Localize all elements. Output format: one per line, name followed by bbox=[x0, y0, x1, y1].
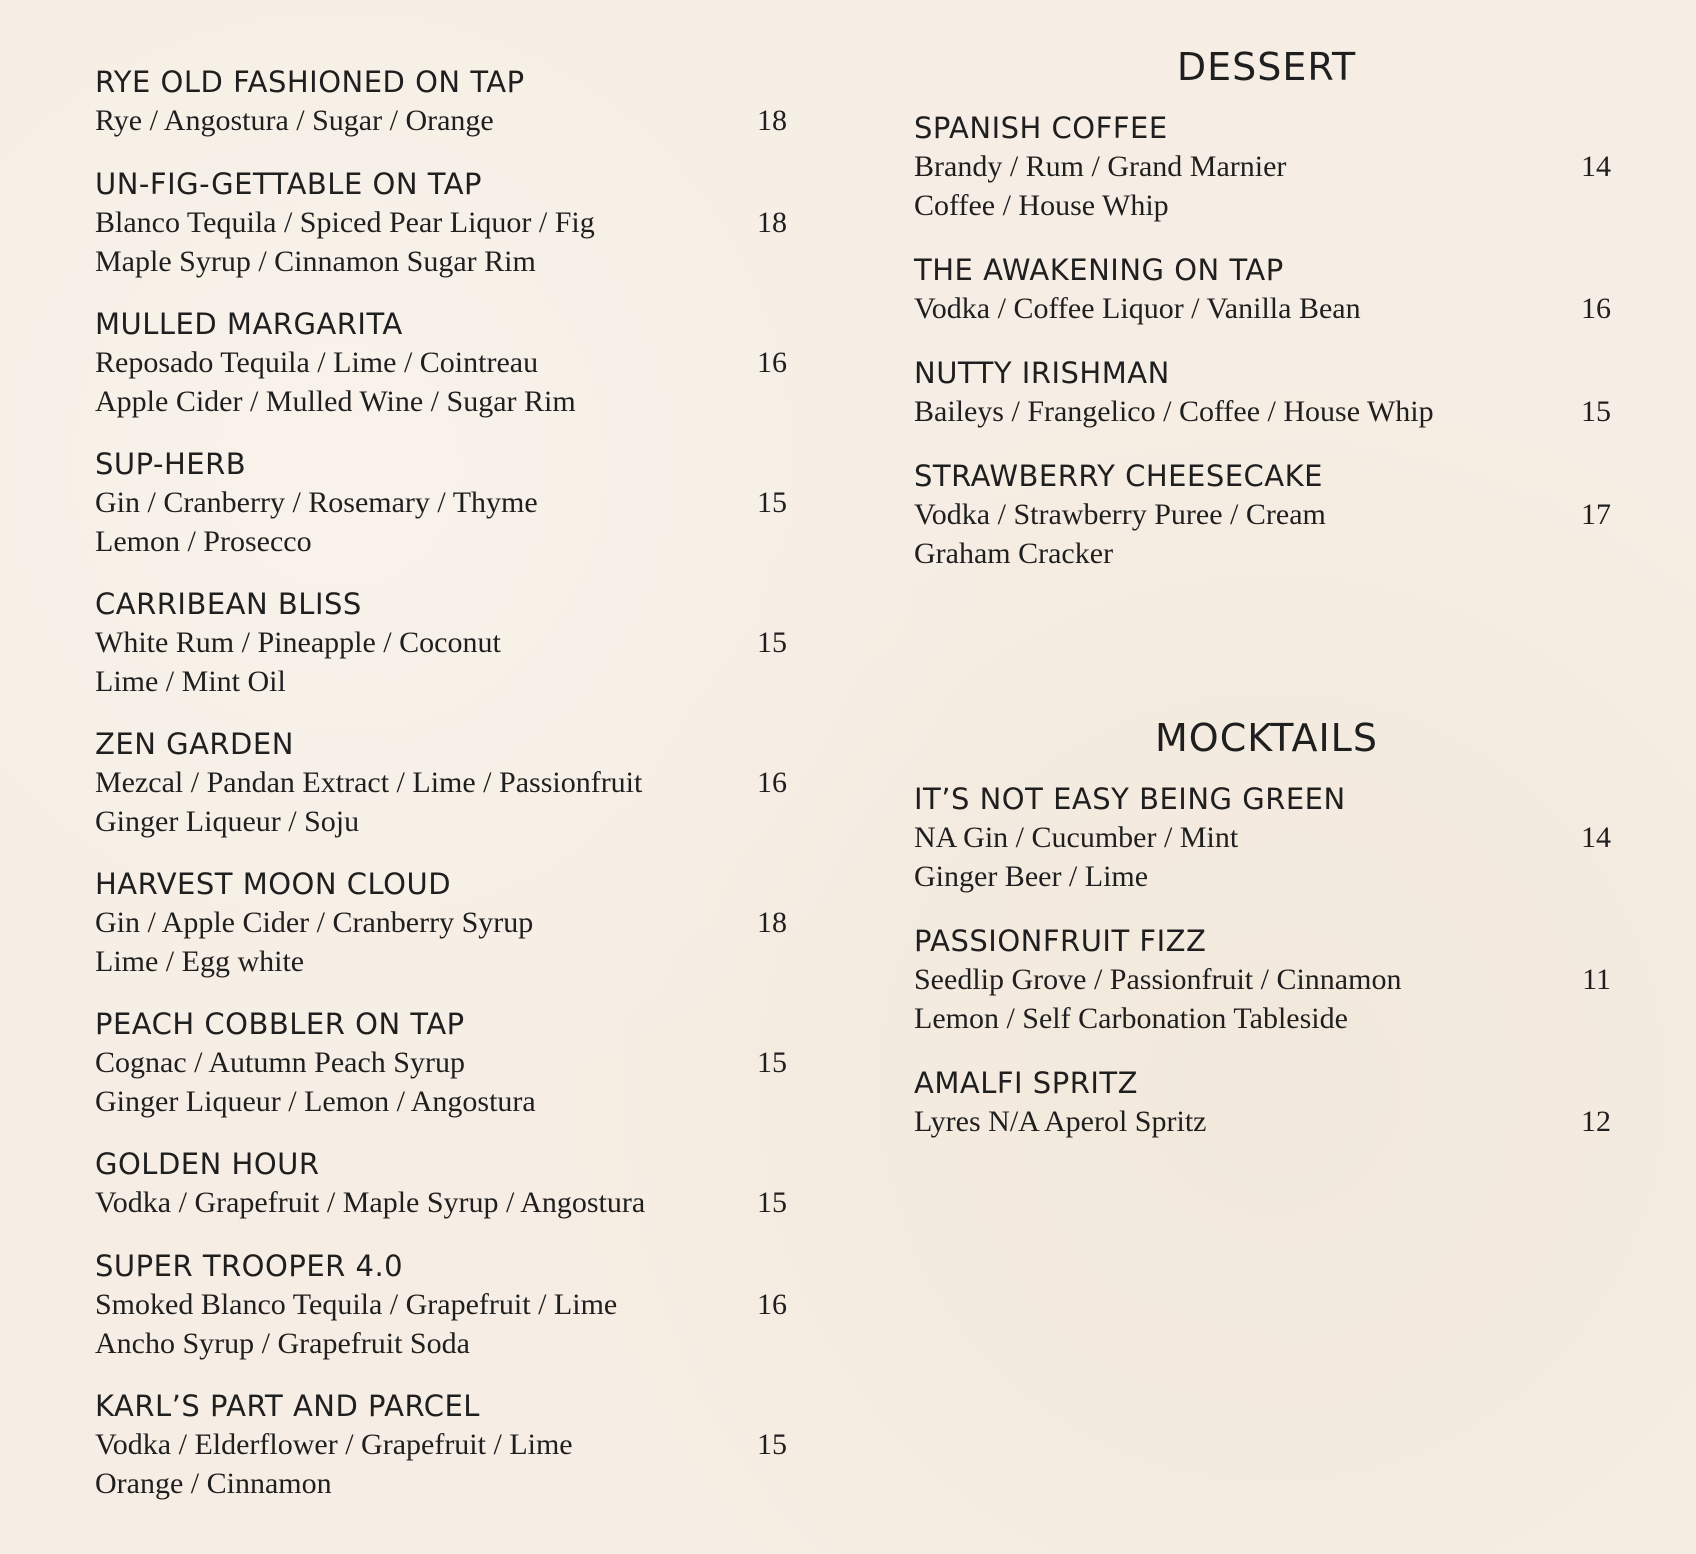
menu-item bbox=[914, 779, 1619, 921]
item-name: PEACH COBBLER ON TAP bbox=[95, 1007, 465, 1041]
dessert-list bbox=[914, 108, 1619, 598]
menu-item bbox=[914, 250, 1619, 353]
menu-item bbox=[914, 108, 1619, 250]
item-price: 12 bbox=[1581, 1105, 1611, 1138]
item-price: 16 bbox=[757, 1288, 787, 1321]
item-ingredients: Lime / Egg white bbox=[95, 944, 305, 978]
item-name: CARRIBEAN BLISS bbox=[95, 587, 362, 621]
item-ingredients: Vodka / Grapefruit / Maple Syrup / Angostura bbox=[95, 1186, 646, 1219]
item-ingredients: Cognac / Autumn Peach Syrup bbox=[95, 1046, 465, 1079]
dessert-heading: DESSERT bbox=[1176, 45, 1357, 89]
item-price: 15 bbox=[757, 486, 787, 519]
item-ingredients: Reposado Tequila / Lime / Cointreau bbox=[95, 346, 539, 379]
item-ingredients: Gin / Apple Cider / Cranberry Syrup bbox=[95, 906, 534, 939]
item-price: 14 bbox=[1581, 821, 1611, 854]
menu-item bbox=[95, 1386, 795, 1526]
item-ingredients: Vodka / Elderflower / Grapefruit / Lime bbox=[95, 1428, 573, 1461]
item-name: KARL’S PART AND PARCEL bbox=[95, 1389, 480, 1423]
item-name: PASSIONFRUIT FIZZ bbox=[914, 924, 1207, 958]
item-ingredients: Lyres N/A Aperol Spritz bbox=[914, 1105, 1207, 1138]
item-price: 17 bbox=[1581, 498, 1611, 531]
cocktail-list bbox=[95, 62, 795, 1526]
item-ingredients: Ancho Syrup / Grapefruit Soda bbox=[95, 1326, 470, 1360]
item-ingredients: Orange / Cinnamon bbox=[95, 1466, 332, 1500]
item-price: 18 bbox=[757, 906, 787, 939]
item-price: 16 bbox=[1581, 292, 1611, 325]
menu-item bbox=[95, 1004, 795, 1144]
menu-item bbox=[95, 304, 795, 444]
item-ingredients: Ginger Beer / Lime bbox=[914, 859, 1149, 893]
item-name: RYE OLD FASHIONED ON TAP bbox=[95, 65, 525, 99]
right-column bbox=[914, 40, 1619, 1138]
menu-item bbox=[914, 921, 1619, 1063]
item-price: 14 bbox=[1581, 150, 1611, 183]
menu-item bbox=[95, 164, 795, 304]
item-name: SPANISH COFFEE bbox=[914, 111, 1168, 145]
item-price: 15 bbox=[757, 1186, 787, 1219]
item-ingredients: Lemon / Self Carbonation Tableside bbox=[914, 1001, 1348, 1035]
item-name: AMALFI SPRITZ bbox=[914, 1066, 1138, 1100]
item-ingredients: Ginger Liqueur / Soju bbox=[95, 804, 360, 838]
menu-item bbox=[95, 724, 795, 864]
item-ingredients: Gin / Cranberry / Rosemary / Thyme bbox=[95, 486, 538, 519]
item-name: STRAWBERRY CHEESECAKE bbox=[914, 459, 1323, 493]
item-price: 15 bbox=[1581, 395, 1611, 428]
item-ingredients: Lemon / Prosecco bbox=[95, 524, 312, 558]
item-ingredients: Baileys / Frangelico / Coffee / House Whip bbox=[914, 395, 1434, 428]
item-ingredients: Seedlip Grove / Passionfruit / Cinnamon bbox=[914, 963, 1402, 996]
item-price: 16 bbox=[757, 766, 787, 799]
item-name: MULLED MARGARITA bbox=[95, 307, 403, 341]
item-price: 18 bbox=[757, 104, 787, 137]
menu-item bbox=[914, 456, 1619, 598]
mocktails-heading: MOCKTAILS bbox=[1155, 716, 1378, 760]
item-ingredients: Rye / Angostura / Sugar / Orange bbox=[95, 104, 494, 137]
item-name: NUTTY IRISHMAN bbox=[914, 356, 1170, 390]
menu-item bbox=[914, 353, 1619, 456]
item-name: SUPER TROOPER 4.0 bbox=[95, 1249, 404, 1283]
item-ingredients: Lime / Mint Oil bbox=[95, 664, 286, 698]
item-name: IT’S NOT EASY BEING GREEN bbox=[914, 782, 1346, 816]
item-ingredients: Smoked Blanco Tequila / Grapefruit / Lime bbox=[95, 1288, 618, 1321]
item-name: THE AWAKENING ON TAP bbox=[914, 253, 1284, 287]
item-ingredients: Ginger Liqueur / Lemon / Angostura bbox=[95, 1084, 536, 1118]
item-ingredients: NA Gin / Cucumber / Mint bbox=[914, 821, 1239, 854]
menu-item bbox=[95, 1246, 795, 1386]
menu-item bbox=[95, 584, 795, 724]
menu-item bbox=[95, 864, 795, 1004]
item-name: ZEN GARDEN bbox=[95, 727, 294, 761]
item-price: 15 bbox=[757, 1428, 787, 1461]
item-name: SUP-HERB bbox=[95, 447, 247, 481]
item-ingredients: Blanco Tequila / Spiced Pear Liquor / Fig bbox=[95, 206, 595, 239]
item-ingredients: Apple Cider / Mulled Wine / Sugar Rim bbox=[95, 384, 576, 418]
item-ingredients: Mezcal / Pandan Extract / Lime / Passionfruit bbox=[95, 766, 643, 799]
mocktail-section bbox=[914, 711, 1619, 1166]
item-ingredients: Graham Cracker bbox=[914, 536, 1114, 570]
item-name: HARVEST MOON CLOUD bbox=[95, 867, 452, 901]
item-ingredients: Vodka / Coffee Liquor / Vanilla Bean bbox=[914, 292, 1361, 325]
item-price: 15 bbox=[757, 626, 787, 659]
item-price: 18 bbox=[757, 206, 787, 239]
item-name: UN-FIG-GETTABLE ON TAP bbox=[95, 167, 483, 201]
item-ingredients: Coffee / House Whip bbox=[914, 188, 1169, 222]
item-ingredients: Brandy / Rum / Grand Marnier bbox=[914, 150, 1287, 183]
menu-item bbox=[95, 62, 795, 164]
item-price: 11 bbox=[1582, 963, 1611, 996]
item-ingredients: Maple Syrup / Cinnamon Sugar Rim bbox=[95, 244, 536, 278]
item-ingredients: White Rum / Pineapple / Coconut bbox=[95, 626, 501, 659]
menu-item bbox=[95, 1144, 795, 1246]
item-price: 15 bbox=[757, 1046, 787, 1079]
item-price: 16 bbox=[757, 346, 787, 379]
item-name: GOLDEN HOUR bbox=[95, 1147, 320, 1181]
menu-item bbox=[95, 444, 795, 584]
item-ingredients: Vodka / Strawberry Puree / Cream bbox=[914, 498, 1326, 531]
menu-item bbox=[914, 1063, 1619, 1166]
